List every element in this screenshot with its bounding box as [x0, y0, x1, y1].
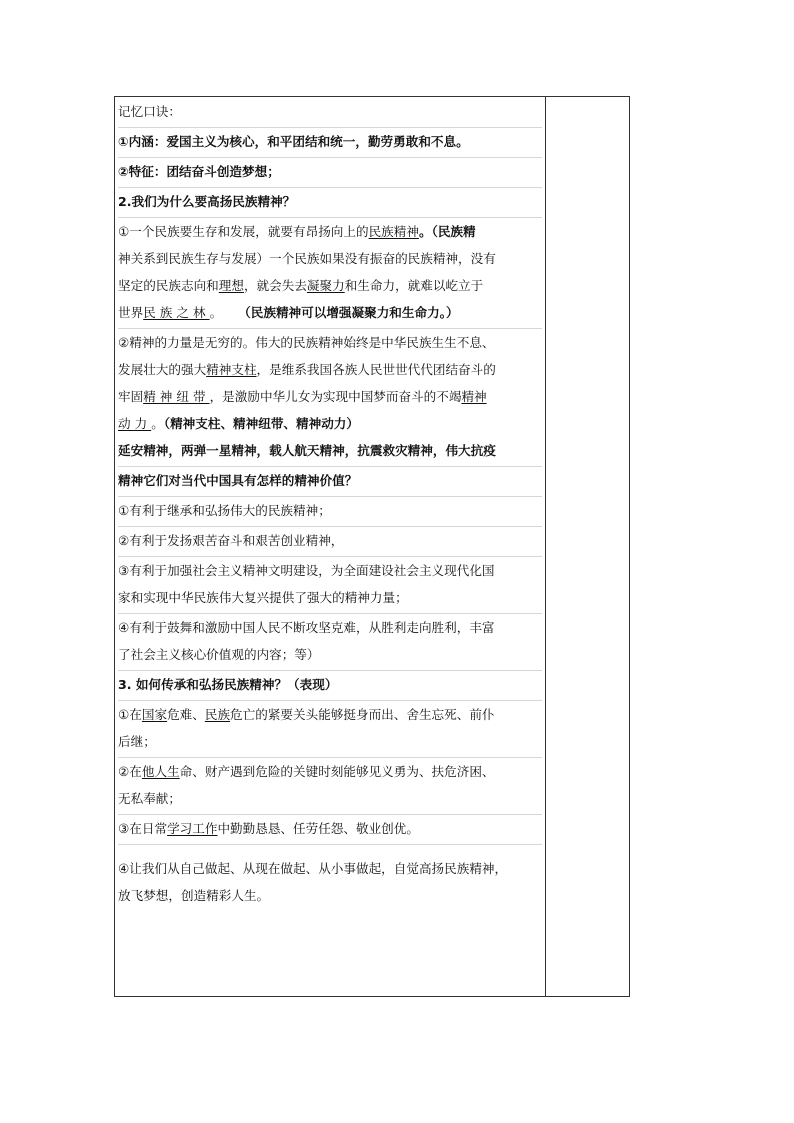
- bold-question: 延安精神，两弹一星精神，载人航天精神，抗震救灾精神，伟大抗疫: [118, 443, 496, 458]
- note: （民族精神可以增强凝聚力和生命力。）: [238, 305, 459, 320]
- value-item: ①有利于继承和弘扬伟大的民族精神；: [118, 503, 331, 518]
- underlined-term: 学习工作: [167, 821, 218, 836]
- value-item: ②有利于发扬艰苦奋斗和艰苦创业精神，: [118, 533, 344, 548]
- value-item: ④有利于鼓舞和激励中国人民不断攻坚克难，从胜利走向胜利，丰富: [118, 620, 495, 635]
- underlined-term: 民族精神: [368, 224, 419, 239]
- memory-item: ②特征：团结奋斗创造梦想；: [118, 164, 280, 179]
- underlined-term: 精神: [461, 389, 487, 404]
- memory-item: ①内涵：爱国主义为核心，和平团结和统一，勤劳勇敢和不息。: [118, 134, 469, 149]
- q3-item: ④让我们从自己做起、从现在做起、从小事做起，自觉高扬民族精神，: [118, 861, 508, 876]
- q3-item: 放飞梦想，创造精彩人生。: [118, 888, 270, 903]
- note: （精神支柱、精神纽带、精神动力）: [163, 416, 359, 431]
- q3-heading: 3. 如何传承和弘扬民族精神？（表现）: [118, 677, 338, 692]
- value-item: 家和实现中华民族伟大复兴提供了强大的精神力量；: [118, 590, 408, 605]
- q3-item-cont: 无私奉献；: [118, 791, 181, 806]
- underlined-term: 理想: [218, 278, 244, 293]
- q2-paragraph-2: ②精神的力量是无穷的。伟大的民族精神始终是中华民族生生不息、 发展壮大的强大精神支柱，是维系我国各族人民世世代代团结奋斗的 牢固精神纽带，是激励中华儿女为实现中国梦而奋斗的不竭精神 动力。（精神支柱、精神纽带、精神动力）: [118, 335, 496, 431]
- underlined-term: 动力: [118, 416, 152, 431]
- underlined-term: 精神支柱: [206, 362, 257, 377]
- q3-item-cont: 后继；: [118, 734, 156, 749]
- value-item: ③有利于加强社会主义精神文明建设，为全面建设社会主义现代化国: [118, 563, 495, 578]
- underlined-term: 他人生: [141, 764, 180, 779]
- value-item: 了社会主义核心价值观的内容；等）: [118, 647, 320, 662]
- column-divider: [545, 96, 546, 997]
- underlined-term: 凝聚力: [306, 278, 345, 293]
- bold-question: 精神它们对当代中国具有怎样的精神价值？: [118, 473, 358, 488]
- left-cell-content: 记忆口诀： ①内涵：爱国主义为核心，和平团结和统一，勤劳勇敢和不息。 ②特征：团结奋斗创造梦想； 2.我们为什么要高扬民族精神？ ①一个民族要生存和发展，就要有昂扬向上的民族精神。（民族精 神关系到民族生存与发展）一个民族如果没有振奋的民族精神，没有 坚定的民族志向和理想，就会失去凝聚力和生命力，就难以屹立于 世界民族之林。 （民族精神可以增强凝聚力和生命力。） ②精神的力量是无穷的。伟大的民族精神始终是中华民族生生不息、 发展壮大的强大精神支柱，是维系我国各族人民世世代代团结奋斗的 牢固精神纽带，是激励中华儿女为实现中国梦而奋斗的不竭精神 动力。（精神支柱、精神纽带、精神动力） 延安精神，两弹一星精神，载人航天精神，抗震救灾精神，伟大抗疫 精神它们对当代中国具有怎样的精神价值？ ①有利于继承和弘扬伟大的民族精神； ②有利于发扬艰苦奋斗和艰苦创业精神， ③有利于加强社会主义精神文明建设，为全面建设社会主义现代化国 家和实现中华民族伟大复兴提供了强大的精神力量； ④有利于鼓舞和激励中国人民不断攻坚克难，从胜利走向胜利，丰富 了社会主义核心价值观的内容；等） 3. 如何传承和弘扬民族精神？（表现） ①在国家危难、民族危亡的紧要关头能够挺身而出、舍生忘死、前仆 后继； ②在他人生命、财产遇到危险的关键时刻能够见义勇为、扶危济困、 无私奉献； ③在日常学习工作中勤勤恳恳、任劳任怨、敬业创优。 ④让我们从自己做起、从现在做起、从小事做起，自觉高扬民族精神， 放飞梦想，创造精彩人生。: [118, 98, 542, 909]
- underlined-term: 国家: [141, 707, 168, 722]
- q2-paragraph-1: ①一个民族要生存和发展，就要有昂扬向上的民族精神。（民族精 神关系到民族生存与发展）一个民族如果没有振奋的民族精神，没有 坚定的民族志向和理想，就会失去凝聚力和生命力，就难以屹立于 世界民族之林。 （民族精神可以增强凝聚力和生命力。）: [118, 224, 496, 320]
- memory-title: 记忆口诀：: [118, 104, 181, 119]
- underlined-term: 民族之林: [143, 305, 210, 320]
- underlined-term: 民族: [204, 707, 231, 722]
- underlined-term: 精神纽带: [143, 389, 210, 404]
- q2-heading: 2.我们为什么要高扬民族精神？: [118, 194, 296, 209]
